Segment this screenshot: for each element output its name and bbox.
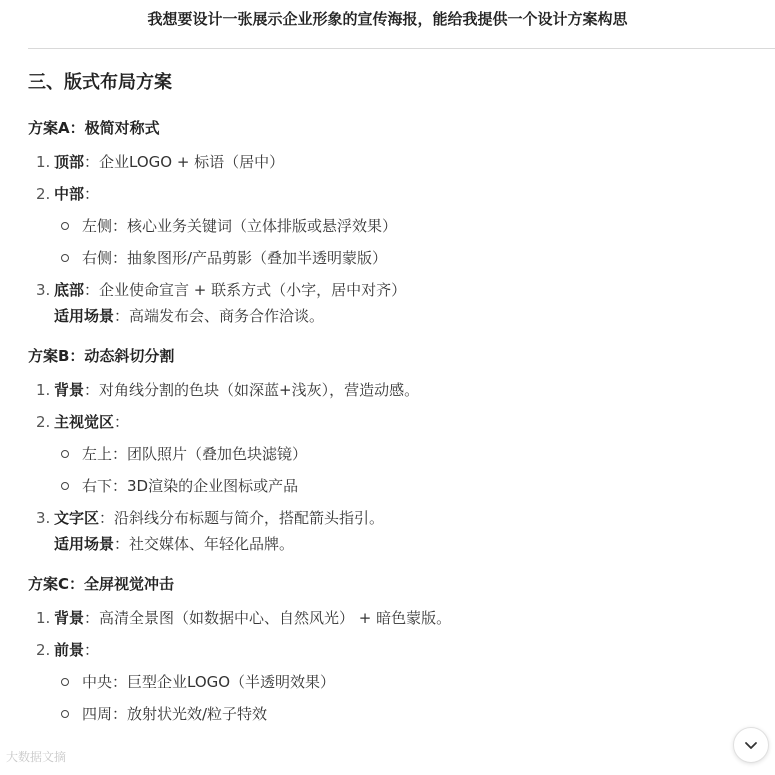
plan-list bbox=[28, 146, 765, 306]
plan-title: 方案B：动态斜切分割 bbox=[28, 347, 175, 365]
sub-list-item: 四周：放射状光效/粒子特效 bbox=[54, 698, 765, 730]
plan-list bbox=[28, 374, 765, 534]
scene-line: 适用场景：社交媒体、年轻化品牌。 bbox=[54, 535, 295, 553]
list-item: 1. 顶部：企业LOGO + 标语（居中） bbox=[36, 153, 285, 171]
sub-list bbox=[54, 666, 765, 730]
list-item: 3. 文字区：沿斜线分布标题与简介，搭配箭头指引。 bbox=[36, 509, 385, 527]
plan-c bbox=[28, 572, 765, 730]
watermark: 大数据文摘 bbox=[6, 750, 67, 764]
sub-list-item: 右下：3D渲染的企业图标或产品 bbox=[54, 470, 765, 502]
plan-title: 方案C：全屏视觉冲击 bbox=[28, 575, 175, 593]
user-question: 我想要设计一张展示企业形象的宣传海报，能给我提供一个设计方案构思 bbox=[147, 10, 628, 28]
sub-list-item: 中央：巨型企业LOGO（半透明效果） bbox=[54, 666, 765, 698]
plan-list bbox=[28, 602, 765, 730]
list-item: 2. 主视觉区： 左上：团队照片（叠加色块滤镜） 右下：3D渲染的企业图标或产品 bbox=[28, 406, 765, 502]
list-item: 1. 背景：高清全景图（如数据中心、自然风光） + 暗色蒙版。 bbox=[36, 609, 452, 627]
scene-line: 适用场景：高端发布会、商务合作洽谈。 bbox=[54, 307, 325, 325]
sub-list bbox=[54, 210, 765, 274]
answer-content bbox=[28, 70, 765, 730]
section-title: 三、版式布局方案 bbox=[28, 72, 172, 93]
divider bbox=[28, 48, 775, 49]
list-item: 2. 中部： 左侧：核心业务关键词（立体排版或悬浮效果） 右侧：抽象图形/产品剪影（叠加半透明蒙版） bbox=[28, 178, 765, 274]
sub-list bbox=[54, 438, 765, 502]
plan-a bbox=[28, 116, 765, 330]
list-item: 3. 底部：企业使命宣言 + 联系方式（小字，居中对齐） bbox=[36, 281, 407, 299]
plan-b bbox=[28, 344, 765, 558]
sub-list-item: 左上：团队照片（叠加色块滤镜） bbox=[54, 438, 765, 470]
sub-list-item: 左侧：核心业务关键词（立体排版或悬浮效果） bbox=[54, 210, 765, 242]
chevron-down-icon bbox=[743, 737, 759, 753]
list-item: 1. 背景：对角线分割的色块（如深蓝+浅灰），营造动感。 bbox=[36, 381, 420, 399]
scroll-down-button[interactable] bbox=[733, 727, 769, 763]
plan-title: 方案A：极简对称式 bbox=[28, 119, 160, 137]
list-item: 2. 前景： 中央：巨型企业LOGO（半透明效果） 四周：放射状光效/粒子特效 bbox=[28, 634, 765, 730]
sub-list-item: 右侧：抽象图形/产品剪影（叠加半透明蒙版） bbox=[54, 242, 765, 274]
